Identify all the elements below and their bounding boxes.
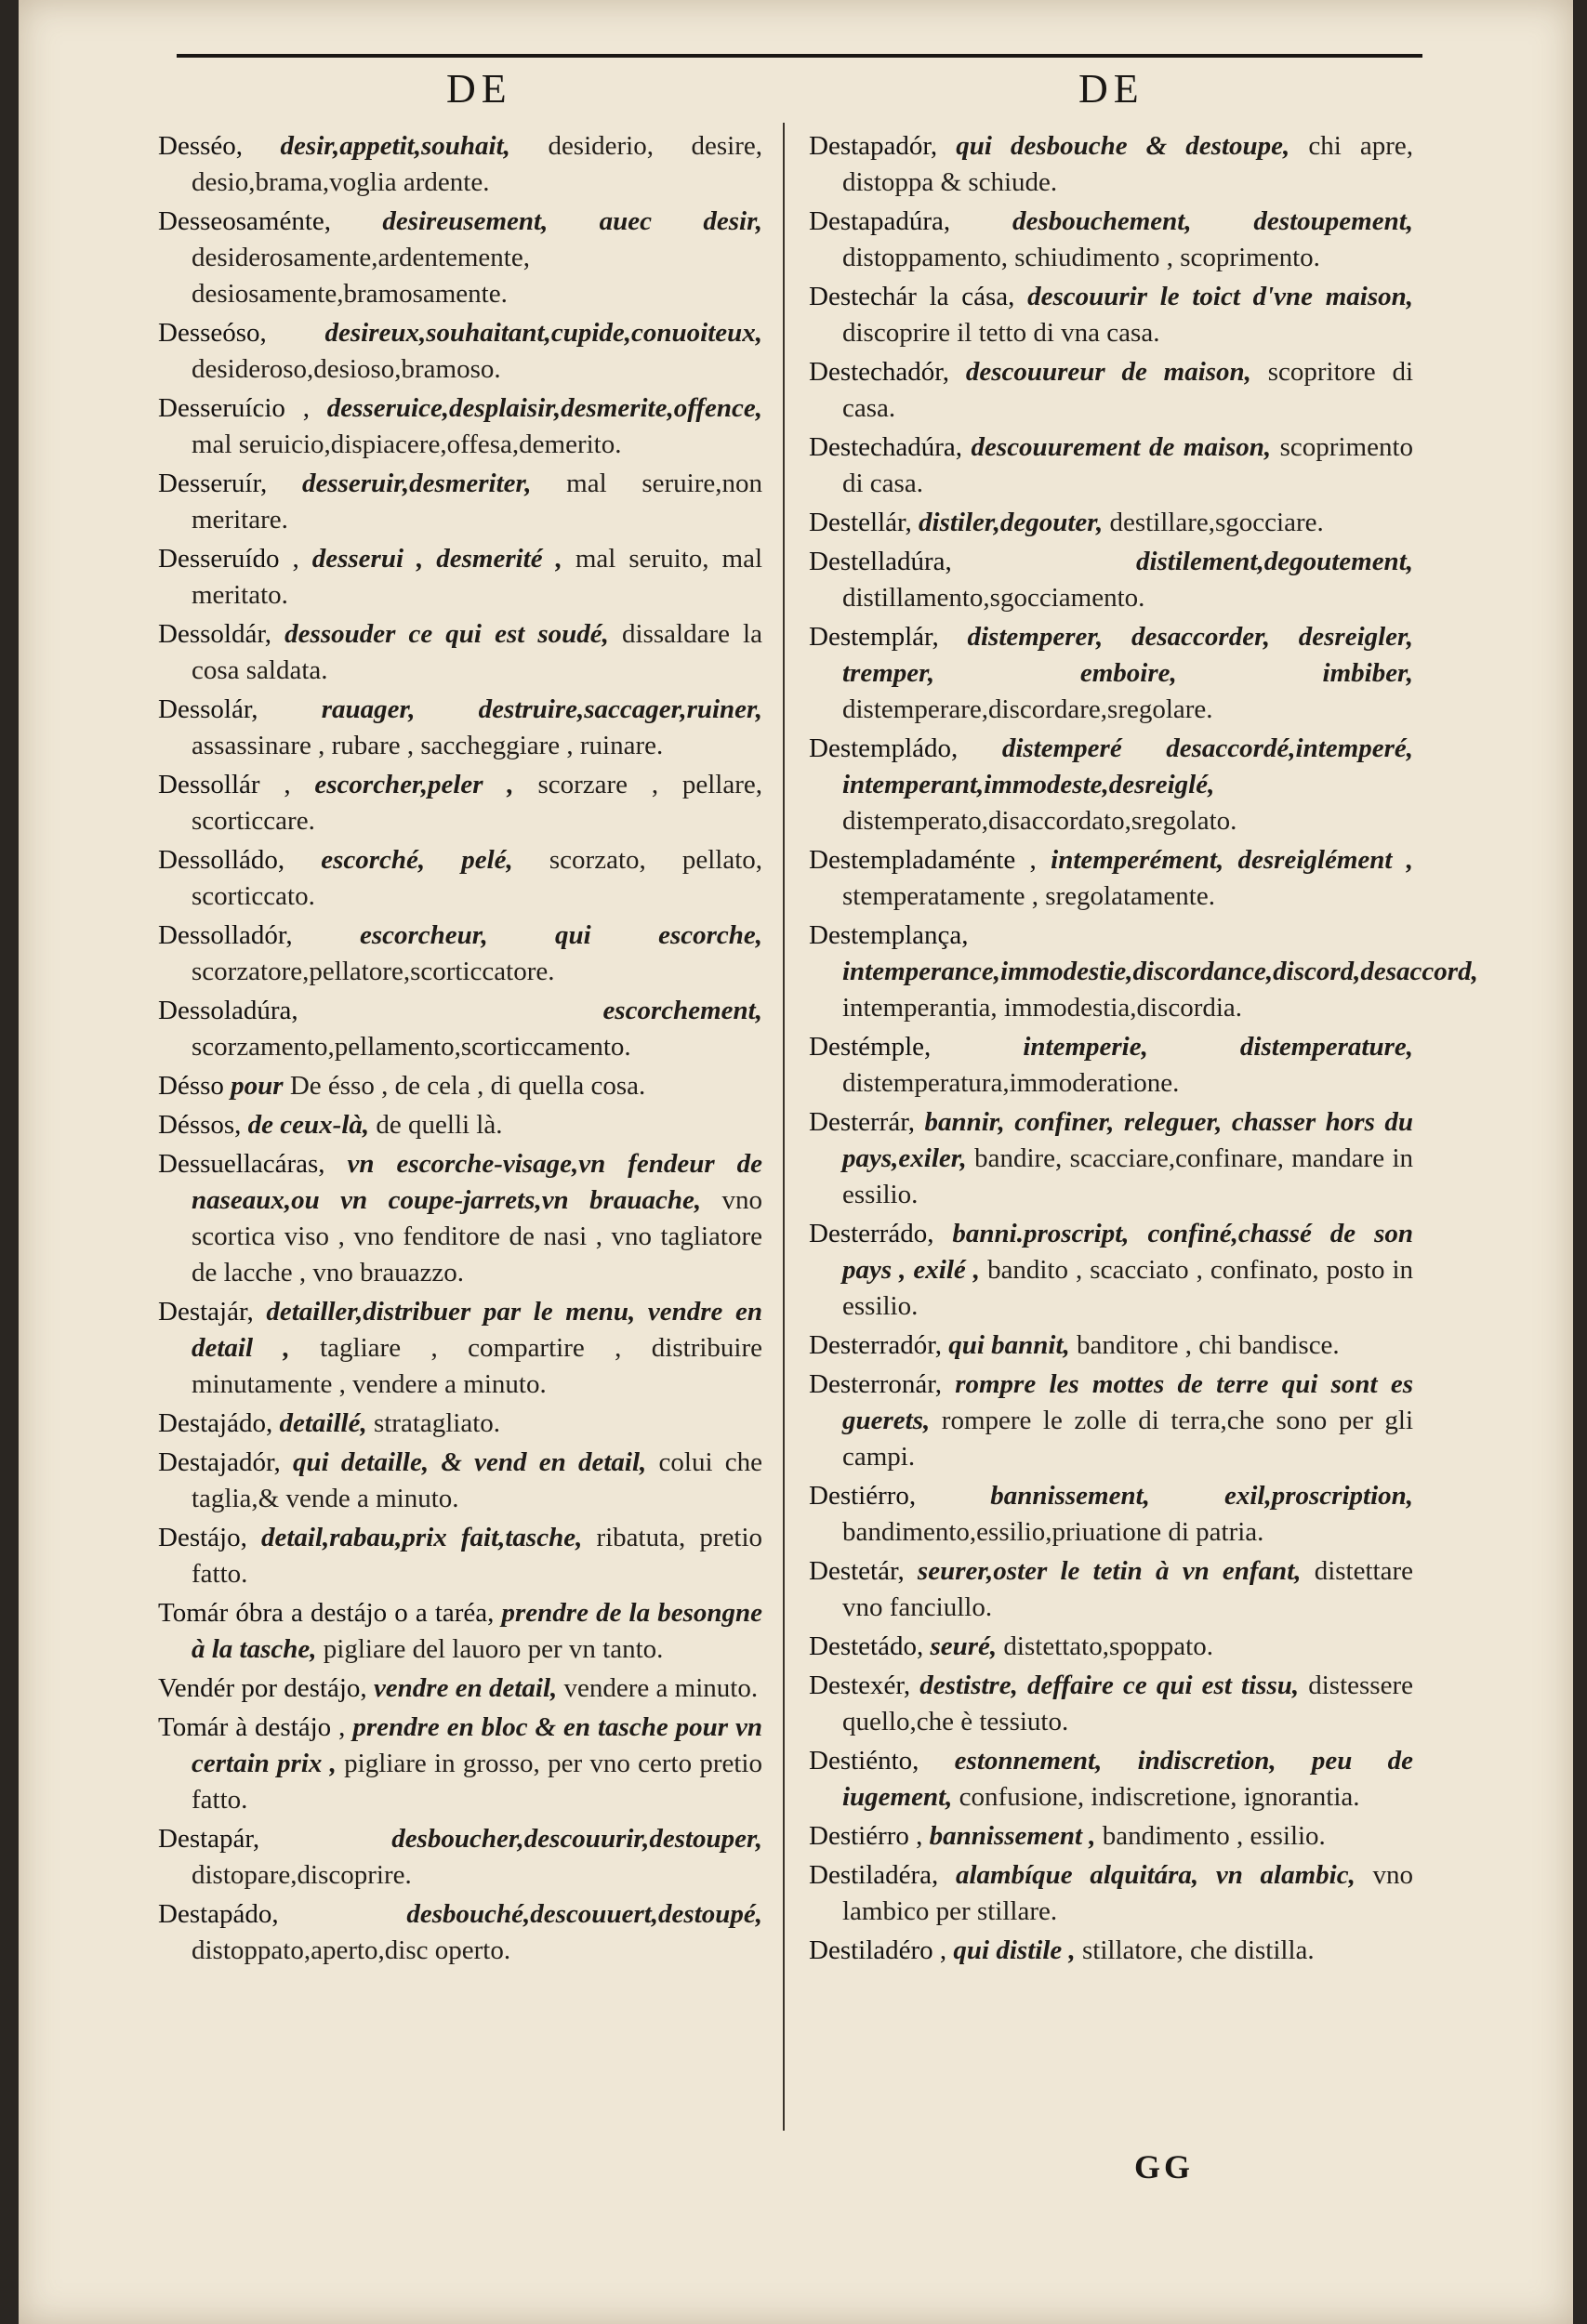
- column-divider: [783, 123, 785, 2131]
- italian-gloss: colui che taglia,& vende a minuto.: [192, 1447, 763, 1513]
- italian-gloss: vno lambico per stillare.: [842, 1860, 1414, 1926]
- dictionary-entry: [158, 1068, 762, 1104]
- dictionary-entry: [158, 842, 762, 915]
- french-gloss: qui bannit,: [948, 1330, 1070, 1360]
- headword: Désso: [158, 1071, 224, 1101]
- dictionary-entry: [158, 541, 762, 614]
- dictionary-entry: [158, 1146, 762, 1291]
- italian-gloss: pigliare del lauoro per vn tanto.: [323, 1634, 664, 1664]
- headword: Destajádo,: [158, 1408, 273, 1438]
- dictionary-entry: [809, 1553, 1413, 1626]
- headword: Destechadúra,: [809, 432, 963, 462]
- headword: Destapádo,: [158, 1899, 279, 1929]
- headword: Desseóso,: [158, 318, 267, 348]
- headword: Desseruído ,: [158, 544, 299, 574]
- italian-gloss: distessere quello,che è tessiuto.: [842, 1670, 1413, 1736]
- french-gloss: qui desbouche & destoupe,: [956, 131, 1290, 161]
- dictionary-entry: [158, 1821, 762, 1894]
- dictionary-entry: [158, 616, 762, 689]
- headword: Dessolládo,: [158, 845, 285, 875]
- dictionary-entry: [158, 315, 762, 388]
- dictionary-entry: [158, 1595, 762, 1668]
- dictionary-entry: [158, 1896, 762, 1969]
- italian-gloss: distopare,discoprire.: [192, 1860, 412, 1890]
- italian-gloss: destillare,sgocciare.: [1109, 508, 1324, 537]
- italian-gloss: distettare vno fanciullo.: [842, 1556, 1413, 1622]
- dictionary-entry: [809, 429, 1413, 502]
- dictionary-entry: [809, 731, 1413, 839]
- french-gloss: bannissement, exil,proscription,: [990, 1481, 1414, 1511]
- french-gloss: estonnement, indiscretion, peu de iugement,: [842, 1746, 1413, 1812]
- headword: Dessuellacáras,: [158, 1149, 325, 1179]
- dictionary-entry: [809, 619, 1413, 728]
- french-gloss: seuré,: [930, 1631, 998, 1661]
- headword: Dessolár,: [158, 694, 258, 724]
- italian-gloss: mal seruicio,dispiacere,offesa,demerito.: [192, 429, 622, 459]
- french-gloss: detailler,distribuer par le menu, vendre en detail ,: [192, 1297, 762, 1363]
- dictionary-entry: [809, 1367, 1413, 1475]
- dictionary-entry: [158, 390, 762, 463]
- dictionary-entry: [809, 1478, 1413, 1551]
- italian-gloss: dissaldare la cosa saldata.: [192, 619, 762, 685]
- dictionary-entry: [158, 1107, 762, 1143]
- french-gloss: rompre les mottes de terre qui sont es guerets,: [842, 1369, 1414, 1435]
- headword: Destajadór,: [158, 1447, 281, 1477]
- headword: Destemplár,: [809, 622, 939, 652]
- french-gloss: desireusement, auec desir,: [382, 206, 763, 236]
- french-gloss: escorcher,peler ,: [314, 770, 514, 799]
- right-column: [809, 128, 1478, 1972]
- italian-gloss: mal seruito, mal meritato.: [192, 544, 762, 610]
- dictionary-entry: [158, 204, 762, 312]
- italian-gloss: scorzare , pellare, scorticcare.: [192, 770, 762, 836]
- headword: Destapár,: [158, 1824, 260, 1854]
- headword: Dessoldár,: [158, 619, 272, 649]
- italian-gloss: de quelli là.: [376, 1110, 503, 1140]
- dictionary-entry: [809, 204, 1413, 276]
- italian-gloss: bandimento , essilio.: [1102, 1821, 1326, 1851]
- italian-gloss: distettato,spoppato.: [1003, 1631, 1213, 1661]
- french-gloss: desseruice,desplaisir,desmerite,offence,: [326, 393, 763, 423]
- french-gloss: qui distile ,: [953, 1935, 1076, 1965]
- italian-gloss: mal seruire,non meritare.: [192, 469, 763, 535]
- french-gloss: rauager, destruire,saccager,ruiner,: [321, 694, 762, 724]
- italian-gloss: distoppamento, schiudimento , scoprimento.: [842, 243, 1320, 272]
- headword: Destelladúra,: [809, 547, 952, 576]
- french-gloss: descouureur de maison,: [965, 357, 1251, 387]
- italian-gloss: scopritore di casa.: [842, 357, 1414, 423]
- dictionary-entry: [809, 1104, 1413, 1213]
- french-gloss: alambíque alquitára, vn alambic,: [955, 1860, 1356, 1890]
- italian-gloss: intemperantia, immodestia,discordia.: [842, 993, 1243, 1023]
- dictionary-entry: [809, 1216, 1413, 1325]
- headword: Dessoladúra,: [158, 996, 298, 1025]
- headword: Destempladaménte ,: [809, 845, 1037, 875]
- signature-mark: GG: [1134, 2148, 1195, 2185]
- headword: Déssos,: [158, 1110, 242, 1140]
- french-gloss: banni.proscript, confiné,chassé de son pays , exilé ,: [842, 1219, 1413, 1285]
- italian-gloss: distemperato,disaccordato,sregolato.: [842, 806, 1237, 836]
- italian-gloss: bandimento,essilio,priuatione di patria.: [842, 1517, 1264, 1547]
- headword: Tomár óbra a destájo o a taréa,: [158, 1598, 495, 1628]
- headword: Destiérro ,: [809, 1821, 923, 1851]
- french-gloss: distilement,degoutement,: [1135, 547, 1413, 576]
- italian-gloss: stillatore, che distilla.: [1082, 1935, 1315, 1965]
- headword: Destechár la cása,: [809, 282, 1015, 311]
- french-gloss: seurer,oster le tetin à vn enfant,: [917, 1556, 1302, 1586]
- dictionary-entry: [809, 1857, 1413, 1930]
- french-gloss: vendre en detail,: [373, 1673, 558, 1703]
- headword: Destemplança,: [809, 920, 969, 950]
- french-gloss: desserui , desmerité ,: [311, 544, 562, 574]
- headword: Tomár à destájo ,: [158, 1712, 346, 1742]
- french-gloss: detail,rabau,prix fait,tasche,: [260, 1523, 583, 1552]
- french-gloss: desbouché,descouuert,destoupé,: [406, 1899, 762, 1929]
- headword: Destechadór,: [809, 357, 950, 387]
- headword: Destémple,: [809, 1032, 932, 1062]
- headword: Destellár,: [809, 508, 912, 537]
- french-gloss: desseruir,desmeriter,: [301, 469, 532, 498]
- dictionary-entry: [809, 1029, 1413, 1102]
- headword: Desseosaménte,: [158, 206, 332, 236]
- italian-gloss: scorzamento,pellamento,scorticcamento.: [192, 1032, 631, 1062]
- headword: Destiérro,: [809, 1481, 917, 1511]
- italian-gloss: distemperatura,immoderatione.: [842, 1068, 1180, 1098]
- header-rule: [177, 54, 1422, 58]
- dictionary-entry: [809, 918, 1478, 1026]
- italian-gloss: bandire, scacciare,confinare, mandare in essilio.: [842, 1143, 1414, 1209]
- french-gloss: intemperément, desreiglément ,: [1051, 845, 1414, 875]
- french-gloss: prendre de la besongne à la tasche,: [192, 1598, 762, 1664]
- dictionary-entry: [809, 1933, 1413, 1969]
- dictionary-entry: [158, 1294, 762, 1403]
- dictionary-entry: [809, 354, 1413, 427]
- french-gloss: distemperé desaccordé,intemperé, intemperant,immodeste,desreiglé,: [842, 733, 1413, 799]
- dictionary-entry: [158, 1710, 762, 1818]
- french-gloss: desbouchement, destoupement,: [1012, 206, 1413, 236]
- dictionary-entry: [809, 842, 1413, 915]
- headword: Destexér,: [809, 1670, 911, 1700]
- dictionary-entry: [809, 1818, 1413, 1855]
- headword: Destájo,: [158, 1523, 247, 1552]
- headword: Destetádo,: [809, 1631, 924, 1661]
- italian-gloss: stratagliato.: [373, 1408, 501, 1438]
- italian-gloss: confusione, indiscretione, ignorantia.: [959, 1782, 1360, 1812]
- french-gloss: escorchement,: [602, 996, 762, 1025]
- headword: Dessolladór,: [158, 920, 293, 950]
- french-gloss: prendre en bloc & en tasche pour vn certain prix ,: [192, 1712, 762, 1778]
- headword: Destiladéro ,: [809, 1935, 947, 1965]
- italian-gloss: pigliare in grosso, per vno certo pretio fatto.: [192, 1749, 762, 1815]
- french-gloss: bannir, confiner, releguer, chasser hors du pays,exiler,: [842, 1107, 1414, 1173]
- headword: Desséo,: [158, 131, 244, 161]
- headword: Destapadór,: [809, 131, 938, 161]
- headword: Destajár,: [158, 1297, 254, 1327]
- french-gloss: desireux,souhaitant,cupide,conuoiteux,: [324, 318, 762, 348]
- dictionary-entry: [158, 1670, 762, 1707]
- italian-gloss: desiderio, desire, desio,brama,voglia ardente.: [192, 131, 763, 197]
- headword: Desterronár,: [809, 1369, 942, 1399]
- left-column: [158, 128, 762, 1972]
- french-gloss: distemperer, desaccorder, desreigler, tremper, emboire, imbiber,: [842, 622, 1413, 688]
- dictionary-entry: [809, 279, 1413, 351]
- italian-gloss: vendere a minuto.: [563, 1673, 759, 1703]
- italian-gloss: vno scortica viso , vno fenditore de nasi , vno tagliatore de lacche , vno brauazzo.: [192, 1185, 763, 1287]
- italian-gloss: ribatuta, pretio fatto.: [192, 1523, 763, 1589]
- french-gloss: descouurir le toict d'vne maison,: [1027, 282, 1413, 311]
- dictionary-entry: [809, 1668, 1413, 1740]
- italian-gloss: rompere le zolle di terra,che sono per gli campi.: [842, 1406, 1413, 1472]
- dictionary-entry: [158, 1406, 762, 1442]
- french-gloss: distiler,degouter,: [919, 508, 1104, 537]
- italian-gloss: desideroso,desioso,bramoso.: [192, 354, 501, 384]
- french-gloss: vn escorche-visage,vn fendeur de naseaux,ou vn coupe-jarrets,vn brauache,: [192, 1149, 762, 1215]
- italian-gloss: chi apre, distoppa & schiude.: [842, 131, 1413, 197]
- dictionary-entry: [158, 1445, 762, 1517]
- italian-gloss: distillamento,sgocciamento.: [842, 583, 1145, 613]
- italian-gloss: discoprire il tetto di vna casa.: [842, 318, 1160, 348]
- headword: Desterrádo,: [809, 1219, 934, 1248]
- headword: Destempládo,: [809, 733, 959, 763]
- french-gloss: desir,appetit,souhait,: [280, 131, 510, 161]
- running-head-right: DE: [1078, 66, 1144, 112]
- dictionary-entry: [809, 1743, 1413, 1816]
- dictionary-entry: [809, 1327, 1413, 1364]
- italian-gloss: stemperatamente , sregolatamente.: [842, 881, 1215, 911]
- headword: Desterrár,: [809, 1107, 915, 1137]
- french-gloss: desboucher,descouurir,destouper,: [391, 1824, 762, 1854]
- french-gloss: qui detaille, & vend en detail,: [292, 1447, 647, 1477]
- italian-gloss: bandito , scacciato , confinato, posto in essilio.: [842, 1255, 1414, 1321]
- dictionary-entry: [158, 692, 762, 764]
- dictionary-entry: [158, 767, 762, 839]
- french-gloss: escorché, pelé,: [321, 845, 513, 875]
- italian-gloss: tagliare , compartire , distribuire minutamente , vendere a minuto.: [192, 1333, 763, 1399]
- headword: Desseruício ,: [158, 393, 310, 423]
- headword: Vendér por destájo,: [158, 1673, 367, 1703]
- french-gloss: intemperie, distemperature,: [1023, 1032, 1413, 1062]
- running-head-left: DE: [446, 66, 512, 112]
- dictionary-entry: [809, 128, 1413, 201]
- italian-gloss: banditore , chi bandisce.: [1077, 1330, 1340, 1360]
- headword: Desseruír,: [158, 469, 268, 498]
- italian-gloss: scorzato, pellato, scorticcato.: [192, 845, 763, 911]
- dictionary-entry: [158, 993, 762, 1065]
- headword: Desterradór,: [809, 1330, 942, 1360]
- headword: Destiénto,: [809, 1746, 919, 1776]
- french-gloss: dessouder ce qui est soudé,: [284, 619, 609, 649]
- italian-gloss: De ésso , de cela , di quella cosa.: [289, 1071, 646, 1101]
- dictionary-entry: [809, 505, 1413, 541]
- dictionary-entry: [158, 918, 762, 990]
- italian-gloss: desiderosamente,ardentemente, desiosamente,bramosamente.: [192, 243, 530, 309]
- dictionary-entry: [809, 544, 1413, 616]
- dictionary-entry: [158, 1520, 762, 1592]
- french-gloss: de ceux-là,: [247, 1110, 370, 1140]
- headword: Destetár,: [809, 1556, 905, 1586]
- italian-gloss: assassinare , rubare , saccheggiare , ruinare.: [192, 731, 664, 760]
- dictionary-page: [19, 0, 1573, 2324]
- headword: Dessollár ,: [158, 770, 291, 799]
- dictionary-entry: [809, 1629, 1413, 1665]
- french-gloss: detaillé,: [279, 1408, 367, 1438]
- french-gloss: escorcheur, qui escorche,: [359, 920, 763, 950]
- italian-gloss: distemperare,discordare,sregolare.: [842, 694, 1213, 724]
- headword: Destapadúra,: [809, 206, 951, 236]
- dictionary-entry: [158, 466, 762, 538]
- french-gloss: pour: [231, 1071, 284, 1101]
- french-gloss: descouurement de maison,: [971, 432, 1272, 462]
- italian-gloss: distoppato,aperto,disc operto.: [192, 1935, 511, 1965]
- italian-gloss: scoprimento di casa.: [842, 432, 1413, 498]
- french-gloss: intemperance,immodestie,discordance,discord,desaccord,: [842, 957, 1478, 986]
- french-gloss: bannissement ,: [929, 1821, 1096, 1851]
- italian-gloss: scorzatore,pellatore,scorticcatore.: [192, 957, 555, 986]
- headword: Destiladéra,: [809, 1860, 939, 1890]
- dictionary-entry: [158, 128, 762, 201]
- french-gloss: destistre, deffaire ce qui est tissu,: [919, 1670, 1300, 1700]
